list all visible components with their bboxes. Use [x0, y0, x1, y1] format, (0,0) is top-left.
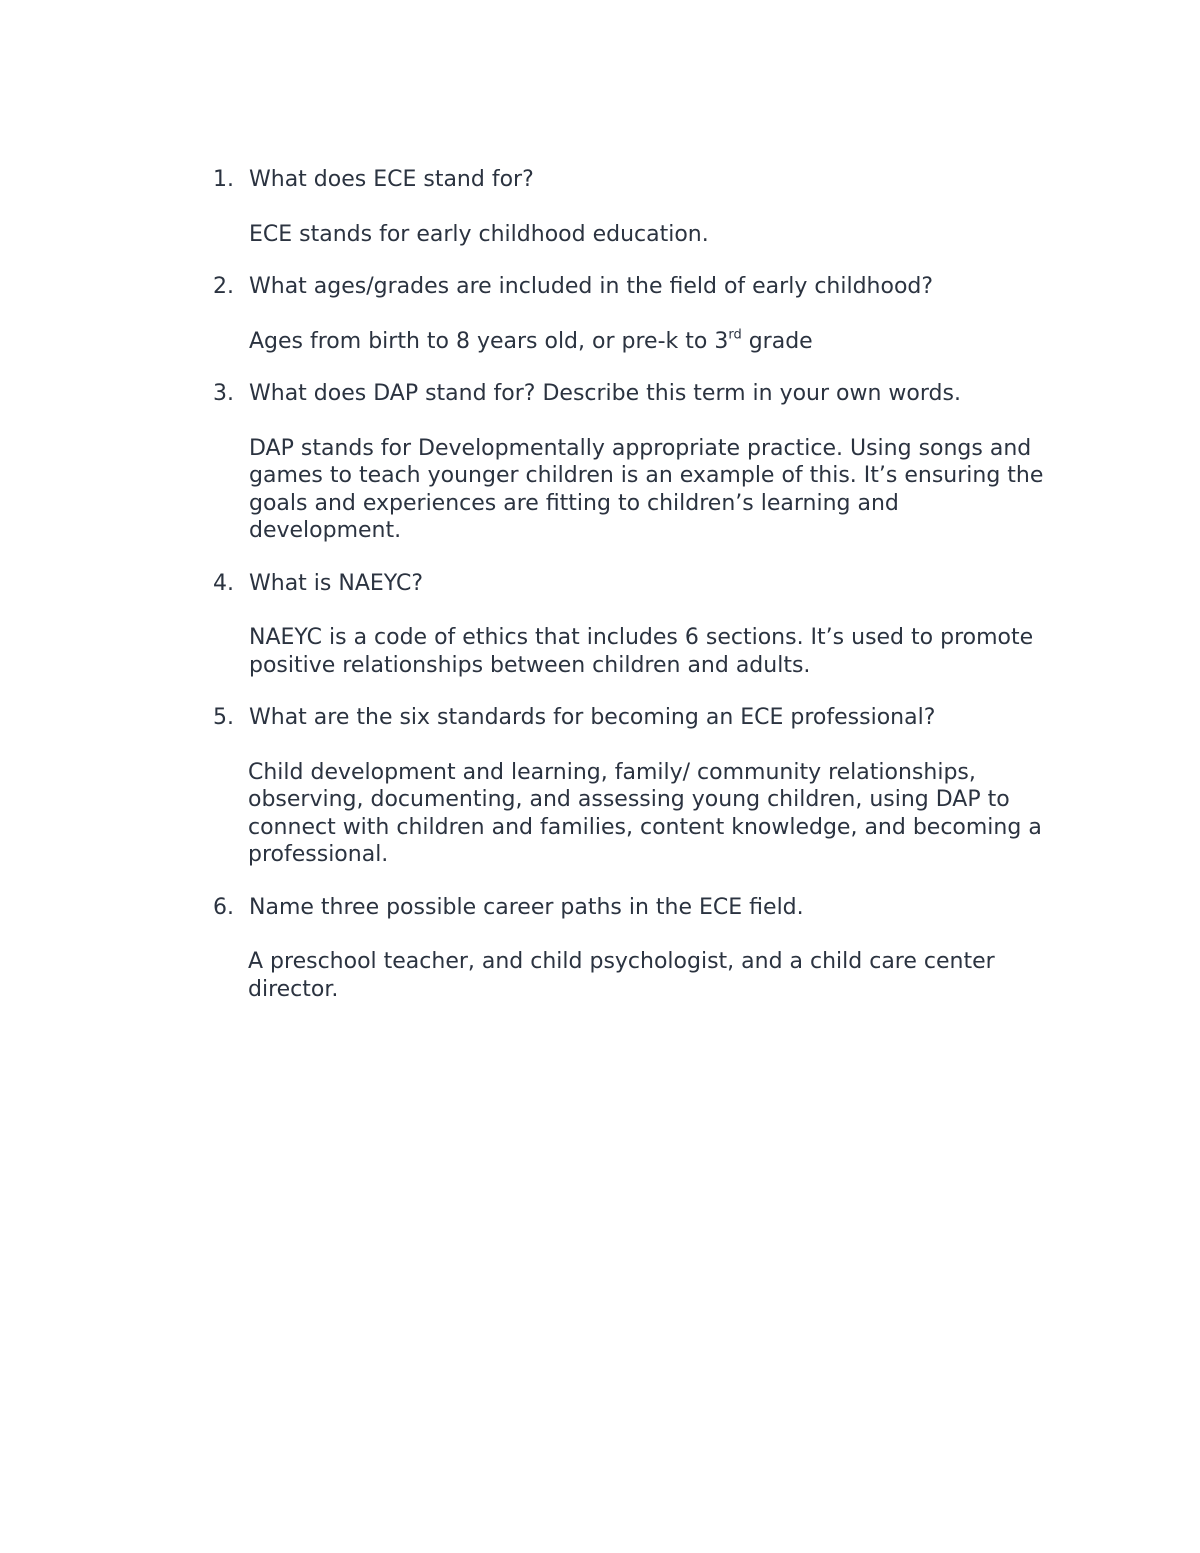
answer-text-start: Ages from birth to 8 years old, or pre-k to 3	[249, 328, 729, 354]
answer-text-end: grade	[741, 328, 813, 354]
answer-text: A preschool teacher, and child psychologist, and a child care center director.	[248, 949, 995, 1002]
answer-text: DAP stands for Developmentally appropriate practice. Using songs and games to teach younger children is an example of this. It’s ensuring the goals and experiences are fitting to children’s learning and development.	[249, 435, 1044, 543]
question-item-2	[213, 273, 1073, 355]
question-number: 2.	[213, 274, 234, 299]
question-text: What ages/grades are included in the field of early childhood?	[249, 274, 934, 299]
ordinal-superscript: rd	[728, 326, 742, 342]
question-item-3	[213, 380, 1073, 545]
answer-text	[249, 328, 1054, 356]
answer-text: ECE stands for early childhood education.	[249, 221, 709, 247]
question-item-1	[213, 166, 1073, 248]
question-text: What does DAP stand for? Describe this term in your own words.	[249, 381, 961, 406]
question-number: 5.	[213, 705, 234, 730]
question-item-4	[213, 570, 1073, 680]
question-number: 1.	[213, 167, 234, 192]
question-text: What are the six standards for becoming an ECE professional?	[249, 705, 936, 730]
question-text: What is NAEYC?	[249, 570, 424, 596]
question-number: 3.	[213, 381, 234, 406]
question-item-6	[213, 894, 1073, 1004]
question-number: 4.	[213, 570, 234, 596]
question-text: What does ECE stand for?	[249, 167, 534, 192]
question-list	[213, 166, 1073, 1028]
question-text: Name three possible career paths in the ECE field.	[249, 894, 804, 920]
answer-text: Child development and learning, family/ community relationships, observing, documenting, and assessing young children, using DAP to connect with children and families, content knowledge, and becoming a professional.	[248, 759, 1042, 867]
answer-text: NAEYC is a code of ethics that includes 6 sections. It’s used to promote positive relationships between children and adults.	[249, 625, 1034, 678]
question-item-5	[213, 704, 1073, 869]
question-number: 6.	[213, 894, 234, 920]
